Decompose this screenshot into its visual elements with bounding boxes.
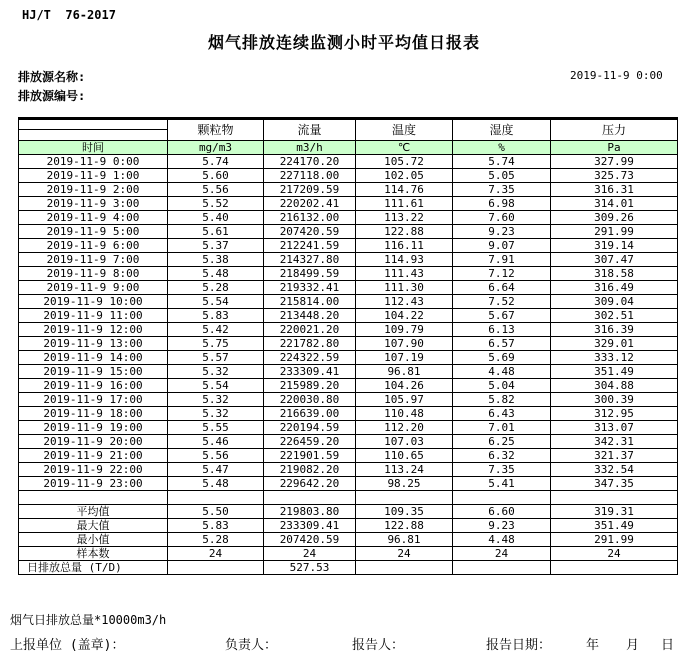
table-row [19,155,678,169]
time-cell: 2019-11-9 16:00 [19,379,168,393]
value-cell-2: 107.03 [356,435,453,449]
value-cell-4: 319.14 [551,239,678,253]
table-row [19,477,678,491]
value-cell-4: 291.99 [551,225,678,239]
value-cell-2: 114.76 [356,183,453,197]
summary-label: 最大值 [19,519,168,533]
time-cell: 2019-11-9 12:00 [19,323,168,337]
value-cell-2: 111.61 [356,197,453,211]
value-cell-4: 342.31 [551,435,678,449]
value-cell-1: 212241.59 [264,239,356,253]
table-row [19,169,678,183]
value-cell-1: 224322.59 [264,351,356,365]
value-cell-2: 104.22 [356,309,453,323]
value-cell-1: 219082.20 [264,463,356,477]
value-cell-0: 5.48 [168,477,264,491]
time-cell: 2019-11-9 17:00 [19,393,168,407]
value-cell-2: 96.81 [356,365,453,379]
time-cell: 2019-11-9 3:00 [19,197,168,211]
responsible-person-label: 负责人： [225,638,278,653]
summary-value-3: 6.60 [453,505,551,519]
value-cell-0: 5.54 [168,379,264,393]
day-label: 日 [661,638,675,653]
report-unit-label: 上报单位 (盖章)： [10,638,125,653]
time-header-top-cell [19,119,168,130]
separator-cell [551,491,678,505]
value-cell-2: 105.97 [356,393,453,407]
unit-header-0: mg/m3 [168,141,264,155]
value-cell-3: 7.91 [453,253,551,267]
summary-value-2: 24 [356,547,453,561]
summary-value-0: 24 [168,547,264,561]
value-cell-1: 220021.20 [264,323,356,337]
value-cell-2: 107.90 [356,337,453,351]
summary-value-0: 5.28 [168,533,264,547]
time-cell: 2019-11-9 20:00 [19,435,168,449]
table-row [19,435,678,449]
value-cell-3: 5.82 [453,393,551,407]
time-header: 时间 [19,141,168,155]
summary-value-4: 319.31 [551,505,678,519]
table-row [19,533,678,547]
value-cell-2: 113.22 [356,211,453,225]
value-cell-4: 329.01 [551,337,678,351]
separator-cell [168,491,264,505]
value-cell-0: 5.56 [168,449,264,463]
summary-value-3: 4.48 [453,533,551,547]
time-cell: 2019-11-9 13:00 [19,337,168,351]
value-cell-0: 5.40 [168,211,264,225]
value-cell-3: 5.05 [453,169,551,183]
value-cell-2: 113.24 [356,463,453,477]
table-row [19,197,678,211]
value-cell-3: 7.35 [453,463,551,477]
value-cell-2: 116.11 [356,239,453,253]
value-cell-3: 5.41 [453,477,551,491]
value-cell-4: 302.51 [551,309,678,323]
unit-header-3: % [453,141,551,155]
value-cell-4: 316.49 [551,281,678,295]
time-cell: 2019-11-9 15:00 [19,365,168,379]
value-cell-2: 110.65 [356,449,453,463]
value-cell-2: 104.26 [356,379,453,393]
time-cell: 2019-11-9 9:00 [19,281,168,295]
summary-label: 平均值 [19,505,168,519]
value-cell-1: 226459.20 [264,435,356,449]
value-cell-1: 220030.80 [264,393,356,407]
table-row [19,225,678,239]
table-row [19,141,678,155]
value-cell-3: 7.12 [453,267,551,281]
value-cell-1: 215814.00 [264,295,356,309]
value-cell-1: 229642.20 [264,477,356,491]
value-cell-3: 7.01 [453,421,551,435]
value-cell-3: 9.07 [453,239,551,253]
time-cell: 2019-11-9 21:00 [19,449,168,463]
value-cell-2: 109.79 [356,323,453,337]
value-cell-2: 105.72 [356,155,453,169]
value-cell-2: 98.25 [356,477,453,491]
value-cell-0: 5.56 [168,183,264,197]
value-cell-3: 7.52 [453,295,551,309]
separator-cell [453,491,551,505]
daily-total-note: 烟气日排放总量*10000m3/h [10,613,167,627]
table-row [19,519,678,533]
value-cell-3: 9.23 [453,225,551,239]
table-row [19,365,678,379]
table-row [19,119,678,130]
table-row [19,407,678,421]
value-cell-1: 219332.41 [264,281,356,295]
value-cell-2: 110.48 [356,407,453,421]
summary-value-4: 351.49 [551,519,678,533]
table-row [19,337,678,351]
value-cell-1: 218499.59 [264,267,356,281]
table-row [19,491,678,505]
summary-value-2: 109.35 [356,505,453,519]
report-date-label: 报告日期： [486,638,552,653]
value-cell-2: 102.05 [356,169,453,183]
time-cell: 2019-11-9 14:00 [19,351,168,365]
value-cell-4: 313.07 [551,421,678,435]
table-row [19,449,678,463]
value-cell-4: 318.58 [551,267,678,281]
summary-value-1: 219803.80 [264,505,356,519]
summary-value-3: 9.23 [453,519,551,533]
summary-value-0: 5.50 [168,505,264,519]
value-cell-3: 6.43 [453,407,551,421]
time-cell: 2019-11-9 7:00 [19,253,168,267]
value-cell-3: 6.25 [453,435,551,449]
summary-value-0: 5.83 [168,519,264,533]
summary-value-3 [453,561,551,575]
summary-label: 日排放总量 (T/D) [19,561,168,575]
time-cell: 2019-11-9 19:00 [19,421,168,435]
value-cell-4: 300.39 [551,393,678,407]
time-cell: 2019-11-9 8:00 [19,267,168,281]
value-cell-3: 7.35 [453,183,551,197]
value-cell-1: 233309.41 [264,365,356,379]
standard-number: HJ/T 76-2017 [22,8,116,22]
value-cell-1: 221782.80 [264,337,356,351]
summary-value-2: 122.88 [356,519,453,533]
value-cell-2: 111.30 [356,281,453,295]
value-cell-4: 309.26 [551,211,678,225]
value-cell-4: 332.54 [551,463,678,477]
value-cell-0: 5.32 [168,393,264,407]
reporter-label: 报告人： [352,638,405,653]
value-cell-0: 5.74 [168,155,264,169]
value-cell-0: 5.54 [168,295,264,309]
emission-source-name-label: 排放源名称: [18,70,86,84]
value-cell-0: 5.32 [168,365,264,379]
summary-value-2: 96.81 [356,533,453,547]
column-header-1: 流量 [264,119,356,141]
table-row [19,323,678,337]
value-cell-3: 5.74 [453,155,551,169]
value-cell-0: 5.75 [168,337,264,351]
time-cell: 2019-11-9 4:00 [19,211,168,225]
value-cell-4: 351.49 [551,365,678,379]
monitoring-data-table [18,117,678,575]
value-cell-1: 216639.00 [264,407,356,421]
table-row [19,505,678,519]
value-cell-4: 312.95 [551,407,678,421]
time-cell: 2019-11-9 22:00 [19,463,168,477]
value-cell-0: 5.48 [168,267,264,281]
value-cell-1: 221901.59 [264,449,356,463]
time-cell: 2019-11-9 2:00 [19,183,168,197]
time-cell: 2019-11-9 10:00 [19,295,168,309]
table-row [19,211,678,225]
table-row [19,547,678,561]
time-cell: 2019-11-9 23:00 [19,477,168,491]
summary-value-1: 527.53 [264,561,356,575]
separator-cell [19,491,168,505]
summary-value-1: 24 [264,547,356,561]
value-cell-0: 5.38 [168,253,264,267]
value-cell-0: 5.83 [168,309,264,323]
unit-header-4: Pa [551,141,678,155]
value-cell-2: 107.19 [356,351,453,365]
value-cell-2: 114.93 [356,253,453,267]
summary-label: 最小值 [19,533,168,547]
value-cell-0: 5.61 [168,225,264,239]
value-cell-1: 220194.59 [264,421,356,435]
table-row [19,561,678,575]
summary-value-0 [168,561,264,575]
value-cell-3: 5.04 [453,379,551,393]
value-cell-4: 327.99 [551,155,678,169]
value-cell-0: 5.46 [168,435,264,449]
value-cell-0: 5.47 [168,463,264,477]
summary-value-4 [551,561,678,575]
value-cell-4: 304.88 [551,379,678,393]
value-cell-0: 5.57 [168,351,264,365]
value-cell-1: 213448.20 [264,309,356,323]
value-cell-1: 220202.41 [264,197,356,211]
month-label: 月 [626,638,640,653]
value-cell-3: 5.67 [453,309,551,323]
table-row [19,463,678,477]
time-cell: 2019-11-9 18:00 [19,407,168,421]
value-cell-3: 6.32 [453,449,551,463]
summary-value-1: 233309.41 [264,519,356,533]
value-cell-4: 347.35 [551,477,678,491]
table-row [19,393,678,407]
value-cell-3: 6.64 [453,281,551,295]
value-cell-2: 112.43 [356,295,453,309]
time-cell: 2019-11-9 0:00 [19,155,168,169]
unit-header-2: ℃ [356,141,453,155]
summary-label: 样本数 [19,547,168,561]
value-cell-4: 316.31 [551,183,678,197]
table-row [19,421,678,435]
value-cell-0: 5.28 [168,281,264,295]
table-row [19,295,678,309]
value-cell-1: 227118.00 [264,169,356,183]
value-cell-2: 122.88 [356,225,453,239]
value-cell-0: 5.52 [168,197,264,211]
value-cell-4: 307.47 [551,253,678,267]
column-header-2: 温度 [356,119,453,141]
value-cell-1: 207420.59 [264,225,356,239]
page-title: 烟气排放连续监测小时平均值日报表 [207,33,480,52]
value-cell-0: 5.42 [168,323,264,337]
column-header-0: 颗粒物 [168,119,264,141]
table-row [19,379,678,393]
table-row [19,183,678,197]
value-cell-3: 6.57 [453,337,551,351]
value-cell-0: 5.32 [168,407,264,421]
value-cell-3: 6.13 [453,323,551,337]
time-cell: 2019-11-9 1:00 [19,169,168,183]
value-cell-3: 6.98 [453,197,551,211]
summary-value-4: 24 [551,547,678,561]
time-header-bottom-cell [19,130,168,141]
value-cell-2: 112.20 [356,421,453,435]
value-cell-0: 5.60 [168,169,264,183]
value-cell-3: 4.48 [453,365,551,379]
time-cell: 2019-11-9 5:00 [19,225,168,239]
value-cell-0: 5.55 [168,421,264,435]
time-cell: 2019-11-9 6:00 [19,239,168,253]
summary-value-2 [356,561,453,575]
table-row [19,239,678,253]
separator-cell [356,491,453,505]
separator-cell [264,491,356,505]
unit-header-1: m3/h [264,141,356,155]
value-cell-1: 217209.59 [264,183,356,197]
value-cell-4: 325.73 [551,169,678,183]
value-cell-1: 224170.20 [264,155,356,169]
value-cell-4: 316.39 [551,323,678,337]
value-cell-1: 216132.00 [264,211,356,225]
value-cell-3: 5.69 [453,351,551,365]
column-header-3: 湿度 [453,119,551,141]
column-header-4: 压力 [551,119,678,141]
value-cell-4: 321.37 [551,449,678,463]
value-cell-4: 333.12 [551,351,678,365]
table-row [19,267,678,281]
value-cell-1: 214327.80 [264,253,356,267]
value-cell-4: 314.01 [551,197,678,211]
report-datetime: 2019-11-9 0:00 [570,69,663,82]
value-cell-0: 5.37 [168,239,264,253]
value-cell-3: 7.60 [453,211,551,225]
value-cell-4: 309.04 [551,295,678,309]
value-cell-1: 215989.20 [264,379,356,393]
summary-value-1: 207420.59 [264,533,356,547]
table-row [19,351,678,365]
table-row [19,281,678,295]
summary-value-4: 291.99 [551,533,678,547]
year-label: 年 [586,638,600,653]
summary-value-3: 24 [453,547,551,561]
table-row [19,309,678,323]
table-row [19,253,678,267]
emission-source-code-label: 排放源编号: [18,89,86,103]
value-cell-2: 111.43 [356,267,453,281]
time-cell: 2019-11-9 11:00 [19,309,168,323]
